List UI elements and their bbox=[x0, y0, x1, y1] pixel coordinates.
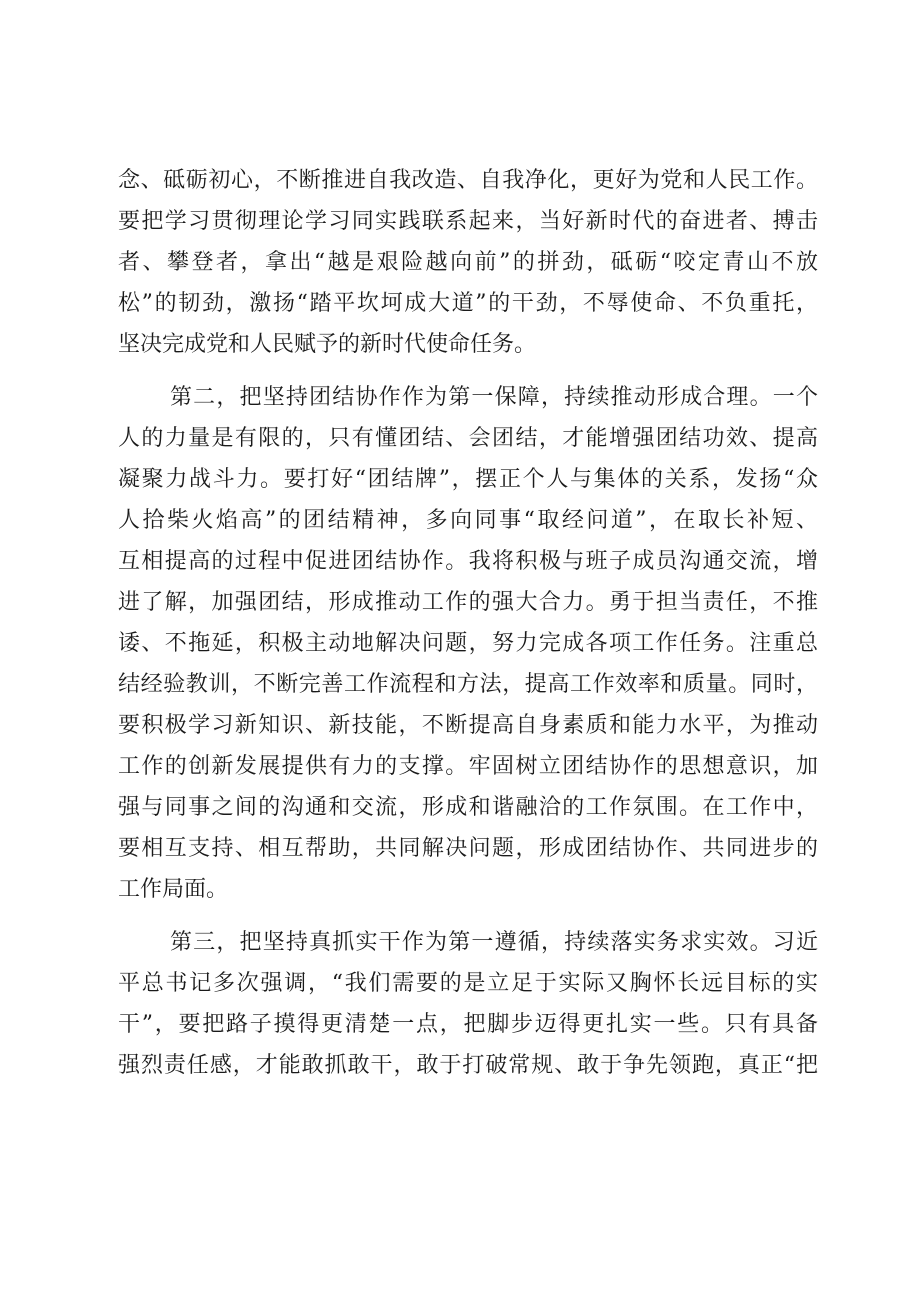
text-line: 者、攀登者，拿出“越是艰险越向前”的拼劲，砥砺“咬定青山不放 bbox=[118, 250, 818, 275]
paragraph-3 bbox=[118, 922, 818, 1086]
text-line: 工作的创新发展提供有力的支撑。牢固树立团结协作的思想意识，加 bbox=[118, 754, 818, 779]
text-line: 松”的韧劲，激扬“踏平坎坷成大道”的干劲，不辱使命、不负重托， bbox=[118, 291, 818, 316]
paragraph-2 bbox=[118, 377, 818, 910]
document-body bbox=[118, 160, 818, 1086]
text-line: 坚决完成党和人民赋予的新时代使命任务。 bbox=[118, 332, 537, 357]
text-line: 强烈责任感，才能敢抓敢干，敢于打破常规、敢于争先领跑，真正“把 bbox=[118, 1053, 818, 1078]
text-line: 要积极学习新知识、新技能，不断提高自身素质和能力水平，为推动 bbox=[118, 713, 818, 738]
text-line: 人拾柴火焰高”的团结精神，多向同事“取经问道”，在取长补短、 bbox=[118, 508, 818, 533]
text-line: 诿、不拖延，积极主动地解决问题，努力完成各项工作任务。注重总 bbox=[118, 631, 818, 656]
text-line: 要把学习贯彻理论学习同实践联系起来，当好新时代的奋进者、搏击 bbox=[118, 209, 818, 234]
text-line: 工作局面。 bbox=[118, 877, 229, 902]
text-line: 要相互支持、相互帮助，共同解决问题，形成团结协作、共同进步的 bbox=[118, 836, 818, 861]
text-line: 人的力量是有限的，只有懂团结、会团结，才能增强团结功效、提高 bbox=[118, 426, 818, 451]
text-line: 干”，要把路子摸得更清楚一点，把脚步迈得更扎实一些。只有具备 bbox=[118, 1012, 818, 1037]
text-line: 第二，把坚持团结协作作为第一保障，持续推动形成合理。一个 bbox=[170, 385, 818, 410]
text-line: 强与同事之间的沟通和交流，形成和谐融洽的工作氛围。在工作中， bbox=[118, 795, 818, 820]
text-line: 结经验教训，不断完善工作流程和方法，提高工作效率和质量。同时， bbox=[118, 672, 818, 697]
text-line: 第三，把坚持真抓实干作为第一遵循，持续落实务求实效。习近 bbox=[170, 930, 818, 955]
text-line: 念、砥砺初心，不断推进自我改造、自我净化，更好为党和人民工作。 bbox=[118, 168, 818, 193]
text-line: 平总书记多次强调，“我们需要的是立足于实际又胸怀长远目标的实 bbox=[118, 971, 818, 996]
text-line: 进了解，加强团结，形成推动工作的强大合力。勇于担当责任，不推 bbox=[118, 590, 818, 615]
paragraph-gap bbox=[118, 910, 818, 922]
paragraph-gap bbox=[118, 365, 818, 377]
text-line: 互相提高的过程中促进团结协作。我将积极与班子成员沟通交流，增 bbox=[118, 549, 818, 574]
text-line: 凝聚力战斗力。要打好“团结牌”，摆正个人与集体的关系，发扬“众 bbox=[118, 467, 818, 492]
paragraph-1 bbox=[118, 160, 818, 365]
